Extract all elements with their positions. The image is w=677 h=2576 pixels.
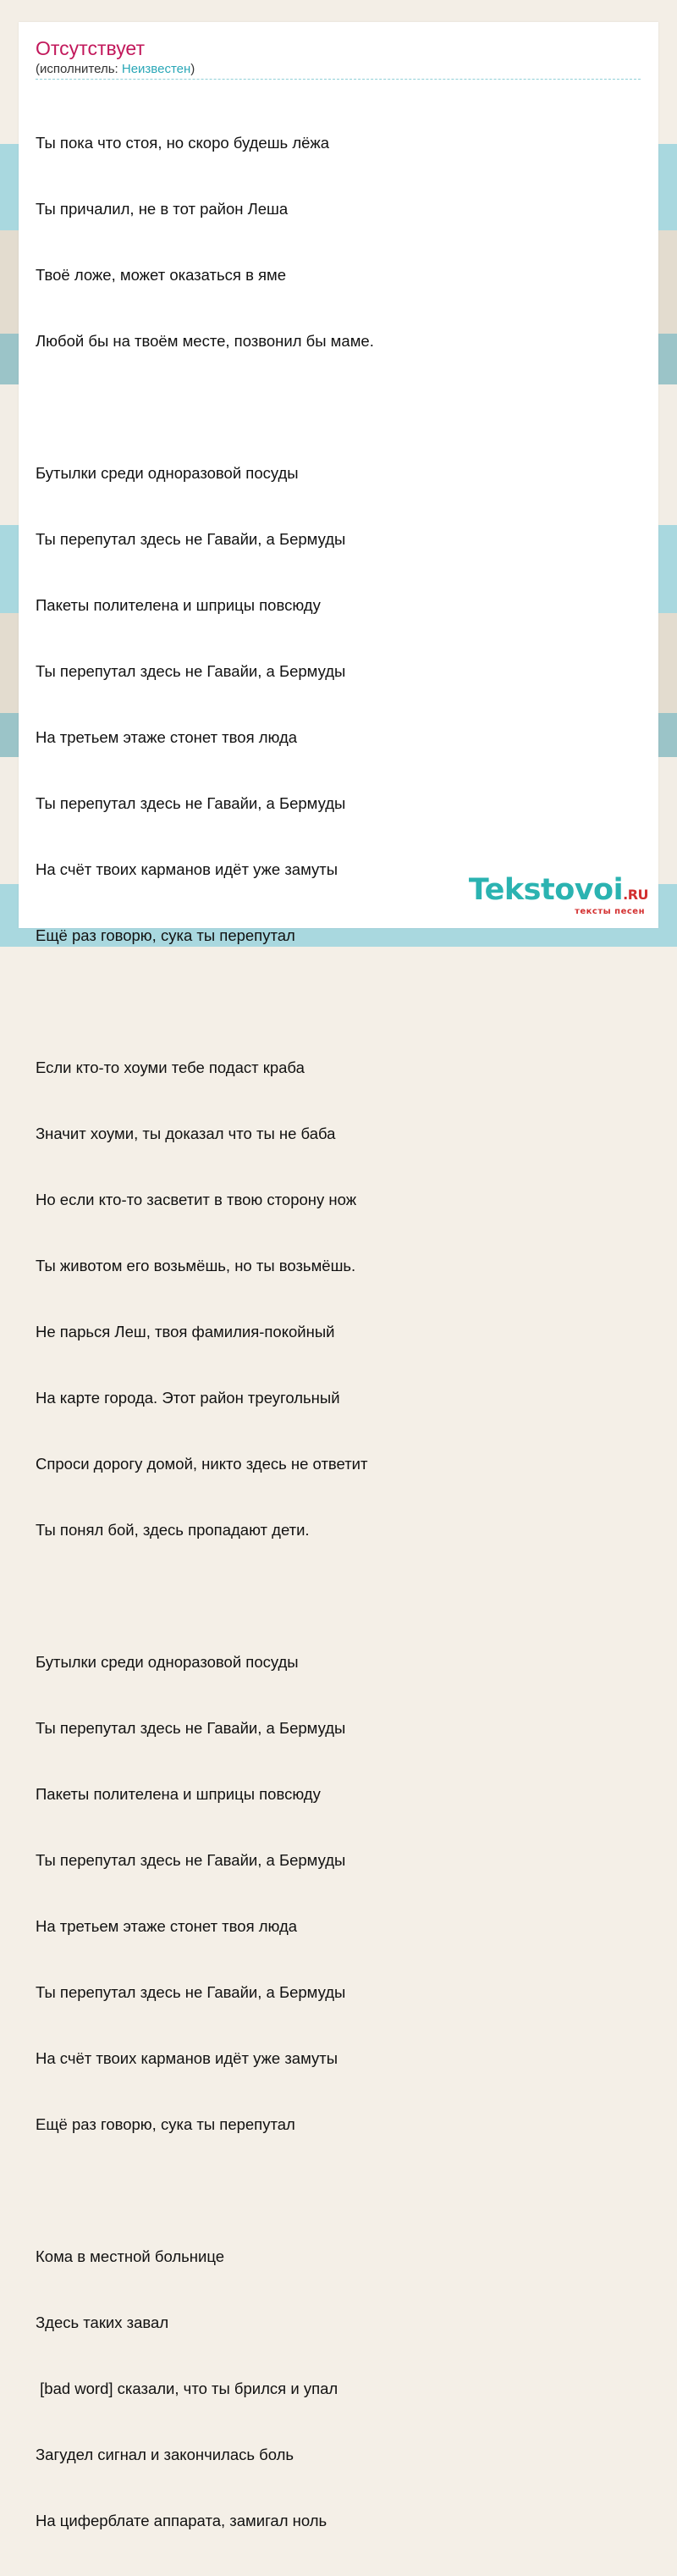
- lyric-line: Ты животом его возьмёшь, но ты возьмёшь.: [36, 1257, 356, 1274]
- artist-line: [36, 62, 195, 77]
- artist-suffix: ): [190, 62, 195, 76]
- lyric-line: Ты перепутал здесь не Гавайи, а Бермуды: [36, 530, 346, 548]
- lyric-line: Бутылки среди одноразовой посуды: [36, 1653, 299, 1671]
- lyric-line: На карте города. Этот район треугольный: [36, 1389, 340, 1407]
- lyric-line: Пакеты полителена и шприцы повсюду: [36, 1785, 321, 1803]
- lyric-line: Значит хоуми, ты доказал что ты не баба: [36, 1125, 336, 1142]
- lyric-line: На счёт твоих карманов идёт уже замуты: [36, 860, 338, 878]
- lyrics-card: [19, 22, 658, 2529]
- artist-prefix: (исполнитель:: [36, 62, 122, 76]
- site-logo[interactable]: [469, 875, 648, 916]
- lyric-line: На циферблате аппарата, замигал ноль: [36, 2512, 327, 2529]
- lyrics-text: [36, 88, 374, 2576]
- lyric-line: Любой бы на твоём месте, позвонил бы маме.: [36, 332, 374, 350]
- lyric-line: Но если кто-то засветит в твою сторону нож: [36, 1191, 357, 1208]
- lyric-line: Загудел сигнал и закончилась боль: [36, 2446, 294, 2463]
- lyric-line: [36, 396, 374, 418]
- lyric-line: Ты понял бой, здесь пропадают дети.: [36, 1521, 310, 1539]
- lyric-line: Ты пока что стоя, но скоро будешь лёжа: [36, 134, 330, 152]
- lyric-line: Если кто-то хоуми тебе подаст краба: [36, 1059, 305, 1076]
- lyric-line: Ты перепутал здесь не Гавайи, а Бермуды: [36, 1851, 346, 1869]
- lyric-line: Бутылки среди одноразовой посуды: [36, 464, 299, 482]
- lyric-line: [36, 1585, 374, 1607]
- logo-tagline: тексты песен: [575, 907, 645, 916]
- lyric-line: Ещё раз говорю, сука ты перепутал: [36, 2115, 295, 2133]
- logo-tld: .RU: [623, 887, 648, 903]
- lyric-line: Твоё ложе, может оказаться в яме: [36, 266, 287, 284]
- lyric-line: Не парься Леш, твоя фамилия-покойный: [36, 1323, 335, 1341]
- logo-wordmark: [469, 875, 648, 910]
- song-title: Отсутствует: [36, 37, 145, 59]
- divider: [36, 79, 641, 80]
- lyric-line: Пакеты полителена и шприцы повсюду: [36, 596, 321, 614]
- lyric-line: Спроси дорогу домой, никто здесь не ответит: [36, 1455, 368, 1473]
- artist-link[interactable]: Неизвестен: [121, 62, 191, 76]
- lyric-line: Ты перепутал здесь не Гавайи, а Бермуды: [36, 794, 346, 812]
- lyric-line: Кома в местной больнице: [36, 2247, 225, 2265]
- lyric-line: Ты перепутал здесь не Гавайи, а Бермуды: [36, 1719, 346, 1737]
- lyric-line: Ты причалил, не в тот район Леша: [36, 200, 289, 218]
- lyric-line: На третьем этаже стонет твоя люда: [36, 728, 298, 746]
- lyric-line: На третьем этаже стонет твоя люда: [36, 1917, 298, 1935]
- lyric-line: [bad word] сказали, что ты брился и упал: [36, 2380, 338, 2397]
- lyric-line: [36, 2180, 374, 2202]
- lyric-line: [36, 991, 374, 1013]
- logo-name: Tekstovoi: [468, 873, 624, 907]
- lyric-line: Ещё раз говорю, сука ты перепутал: [36, 926, 295, 944]
- lyric-line: На счёт твоих карманов идёт уже замуты: [36, 2049, 338, 2067]
- lyric-line: Ты перепутал здесь не Гавайи, а Бермуды: [36, 1983, 346, 2001]
- lyric-line: Ты перепутал здесь не Гавайи, а Бермуды: [36, 662, 346, 680]
- lyric-line: Здесь таких завал: [36, 2313, 169, 2331]
